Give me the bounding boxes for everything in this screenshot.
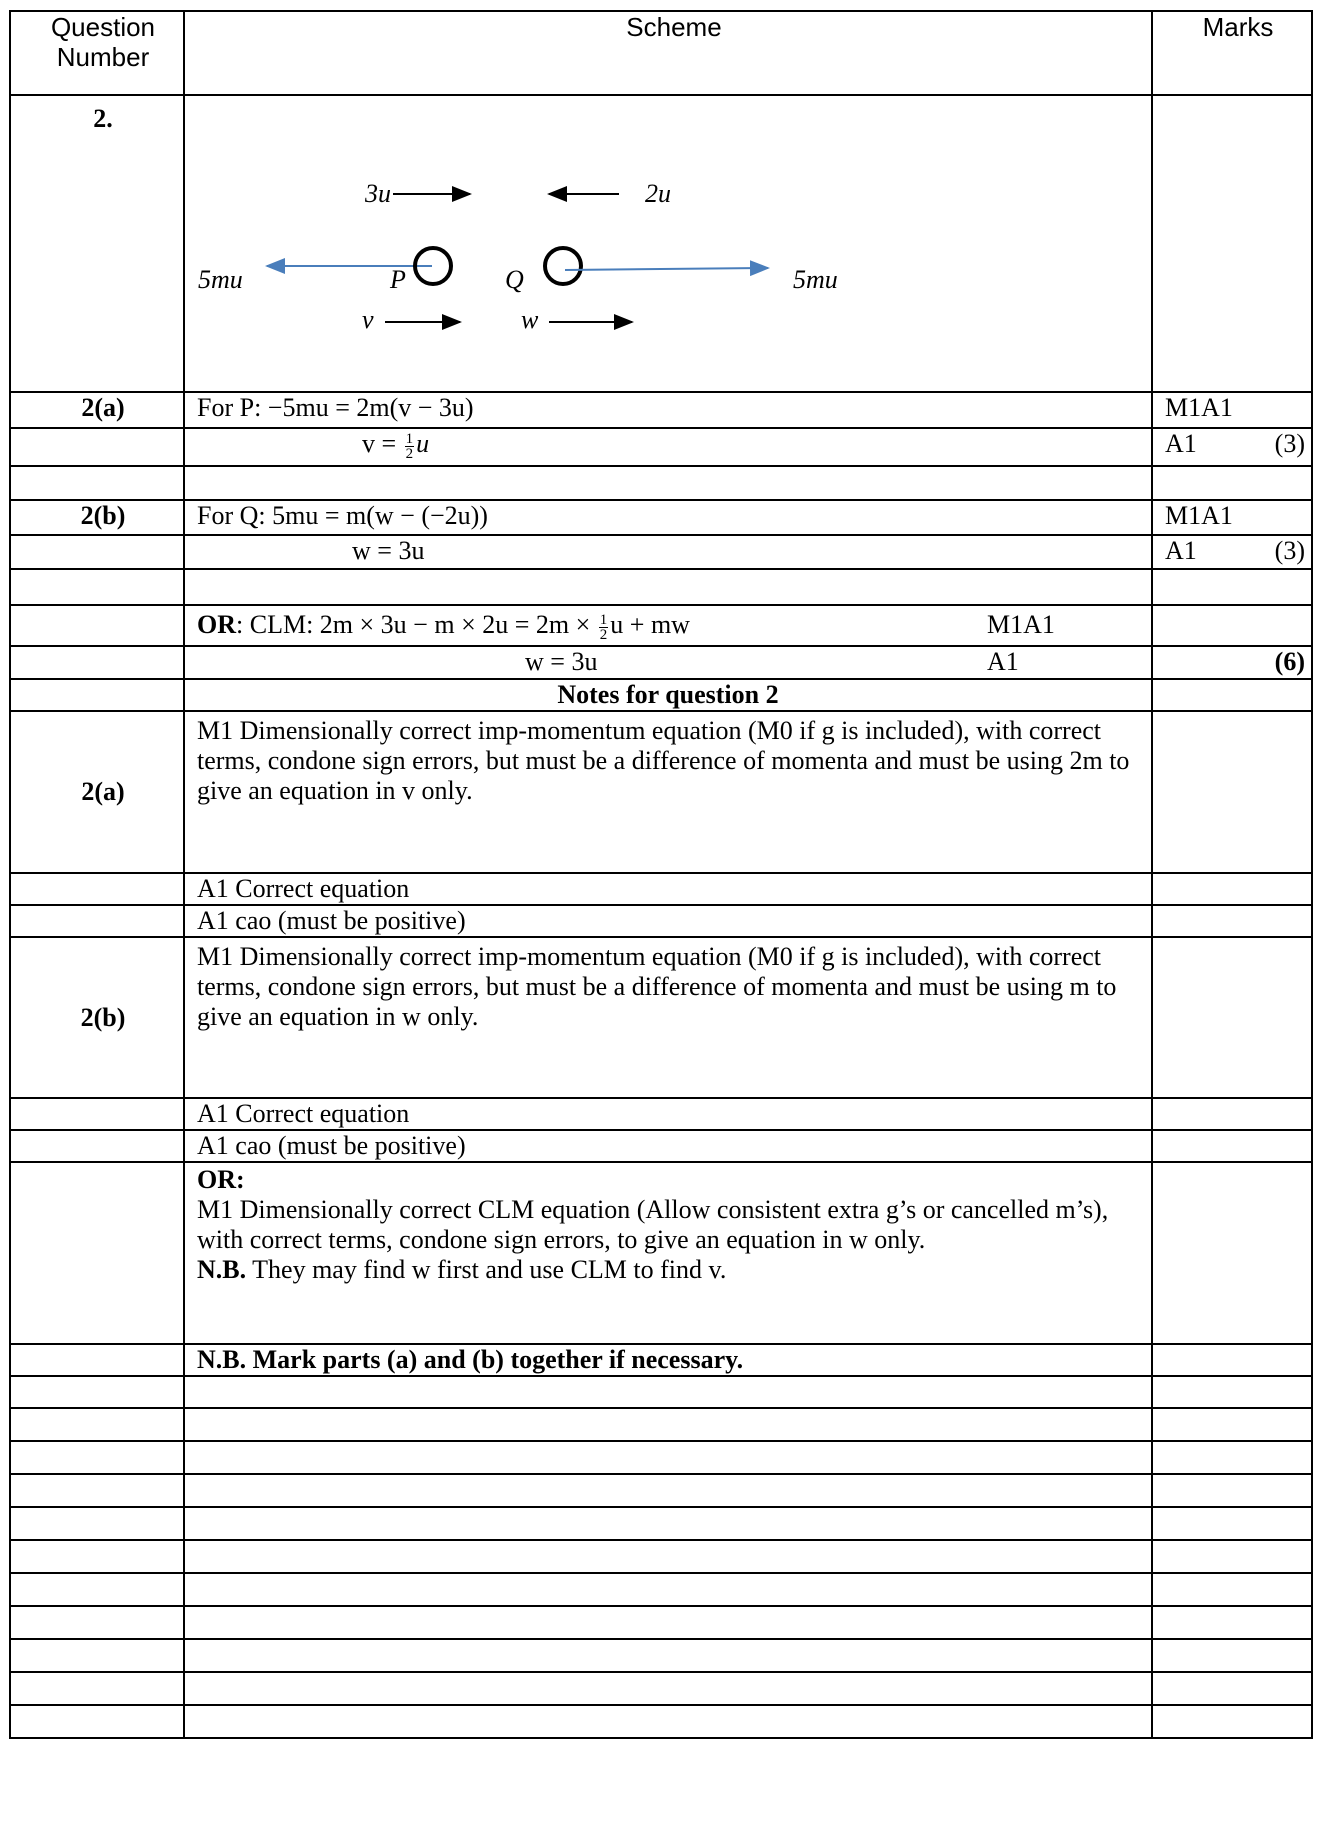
- empty-cell: [184, 466, 1152, 500]
- part-a-number: 2(a): [10, 392, 184, 428]
- notes-b-a1-row: [10, 1098, 1312, 1130]
- notes-part-b-number: 2(b): [10, 937, 184, 1098]
- or-row-1: [10, 605, 1312, 646]
- part-b-answer: [184, 535, 1152, 569]
- collision-diagram-svg: [185, 96, 1152, 392]
- notes-a-a1-2: A1 cao (must be positive): [184, 905, 1152, 937]
- part-a-row-2: [10, 428, 1312, 466]
- header-question-number: [10, 11, 184, 95]
- notes-b-a1-row-2: [10, 1130, 1312, 1162]
- empty-cell: [1152, 1408, 1312, 1441]
- empty-cell: [10, 535, 184, 569]
- blank-row: [10, 1408, 1312, 1441]
- notes-part-a-number: 2(a): [10, 711, 184, 873]
- empty-cell: [10, 1507, 184, 1540]
- empty-cell: [184, 1639, 1152, 1672]
- empty-cell: [1152, 905, 1312, 937]
- or-answer: [184, 646, 1152, 679]
- empty-cell: [10, 1705, 184, 1738]
- empty-cell: [1152, 1098, 1312, 1130]
- empty-cell: [10, 1606, 184, 1639]
- or-clm-text-tail: u + mw: [610, 610, 690, 639]
- blank-row: [10, 1474, 1312, 1507]
- empty-cell: [10, 1344, 184, 1376]
- empty-cell: [184, 569, 1152, 605]
- blank-row: [10, 1705, 1312, 1738]
- diagram-row: [10, 95, 1312, 392]
- empty-cell: [10, 905, 184, 937]
- question-number: 2.: [10, 95, 184, 392]
- empty-cell: [184, 1540, 1152, 1573]
- label-p: P: [390, 265, 406, 294]
- label-w: w: [521, 305, 539, 334]
- empty-cell: [1152, 711, 1312, 873]
- header-question-line1: Question: [50, 12, 156, 42]
- part-b-marks-2-row: [1165, 536, 1311, 566]
- fraction-num: 1: [599, 611, 608, 628]
- part-a-marks-1: M1A1: [1152, 392, 1312, 428]
- notes-b-a1-1: A1 Correct equation: [184, 1098, 1152, 1130]
- label-3u: 3u: [365, 179, 391, 208]
- question-total: (6): [1152, 646, 1312, 679]
- notes-title-row: [10, 679, 1312, 711]
- empty-cell: [10, 605, 184, 646]
- or-answer-line: [197, 647, 1151, 677]
- part-b-total: (3): [1274, 536, 1305, 565]
- mark-scheme-table: [9, 10, 1313, 1739]
- empty-cell: [1152, 937, 1312, 1098]
- part-a-answer-text: [197, 429, 429, 461]
- empty-cell: [1152, 466, 1312, 500]
- empty-cell: [1152, 873, 1312, 905]
- empty-cell: [10, 1441, 184, 1474]
- part-b-marks-2: [1152, 535, 1312, 569]
- or-clm-text: [197, 610, 987, 642]
- notes-a-a1-row: [10, 873, 1312, 905]
- empty-cell: [184, 1474, 1152, 1507]
- empty-cell: [10, 1098, 184, 1130]
- empty-cell: [10, 1130, 184, 1162]
- label-5mu-left: 5mu: [198, 265, 243, 294]
- part-b-row-1: [10, 500, 1312, 535]
- empty-cell: [1152, 1130, 1312, 1162]
- blank-row: [10, 1573, 1312, 1606]
- notes-title: Notes for question 2: [184, 679, 1152, 711]
- notes-nb1-label: N.B.: [197, 1255, 247, 1284]
- notes-b-a1-2: A1 cao (must be positive): [184, 1130, 1152, 1162]
- part-b-marks-1: M1A1: [1152, 500, 1312, 535]
- empty-cell: [184, 1408, 1152, 1441]
- part-b-row-2: [10, 535, 1312, 569]
- empty-cell: [1152, 1474, 1312, 1507]
- particle-q: [545, 248, 581, 284]
- fraction-half: $\frac{1}{2}$: [599, 611, 608, 643]
- or-clm-line: [197, 610, 1151, 642]
- empty-cell: [1152, 1376, 1312, 1408]
- part-a-row-1: [10, 392, 1312, 428]
- or-label: OR: [197, 610, 236, 639]
- label-v: v: [362, 305, 374, 334]
- empty-cell: [10, 466, 184, 500]
- empty-cell: [184, 1672, 1152, 1705]
- notes-or: [184, 1162, 1152, 1344]
- part-b-mark-a1: A1: [1165, 536, 1197, 565]
- empty-cell: [1152, 1573, 1312, 1606]
- blank-row: [10, 1639, 1312, 1672]
- empty-cell: [1152, 1540, 1312, 1573]
- fraction-half: $\frac{1}{2}$: [405, 430, 414, 462]
- empty-cell: [1152, 1507, 1312, 1540]
- notes-nb2: N.B. Mark parts (a) and (b) together if necessary.: [184, 1344, 1152, 1376]
- blank-row: [10, 1606, 1312, 1639]
- notes-or-row: [10, 1162, 1312, 1344]
- part-a-answer: [184, 428, 1152, 466]
- empty-cell: [10, 646, 184, 679]
- empty-cell: [10, 1162, 184, 1344]
- empty-cell: [10, 1408, 184, 1441]
- notes-a-a1-row-2: [10, 905, 1312, 937]
- empty-cell: [1152, 1705, 1312, 1738]
- part-a-marks-2: [1152, 428, 1312, 466]
- empty-cell: [1152, 569, 1312, 605]
- empty-cell: [184, 1507, 1152, 1540]
- blank-row: [10, 1441, 1312, 1474]
- header-row: [10, 11, 1312, 95]
- empty-cell: [10, 428, 184, 466]
- empty-cell: [184, 1606, 1152, 1639]
- marks-cell-diagram: [1152, 95, 1312, 392]
- fraction-num: 1: [405, 430, 414, 447]
- blank-row: [10, 1376, 1312, 1408]
- part-a-answer-rhs: u: [416, 429, 430, 458]
- header-marks: Marks: [1152, 11, 1312, 95]
- empty-cell: [10, 1639, 184, 1672]
- empty-cell: [1152, 1162, 1312, 1344]
- part-b-equation: For Q: 5mu = m(w − (−2u)): [184, 500, 1152, 535]
- blank-row: [10, 1540, 1312, 1573]
- notes-b-m1: M1 Dimensionally correct imp-momentum equation (M0 if g is included), with correct terms, condone sign errors, but must be a difference of momenta and must be using m to give an equation in w only.: [184, 937, 1152, 1098]
- impulse-arrow-q: [565, 268, 768, 270]
- empty-cell: [184, 1376, 1152, 1408]
- notes-nb1-text: They may find w first and use CLM to find v.: [246, 1255, 727, 1284]
- empty-cell: [1152, 1639, 1312, 1672]
- empty-cell: [184, 1441, 1152, 1474]
- collision-diagram: [184, 95, 1152, 392]
- empty-cell: [1152, 679, 1312, 711]
- label-5mu-right: 5mu: [793, 265, 838, 294]
- or-row-2: [10, 646, 1312, 679]
- notes-nb2-row: [10, 1344, 1312, 1376]
- empty-cell: [10, 679, 184, 711]
- part-a-total: (3): [1274, 429, 1305, 458]
- part-a-answer-lhs: v =: [362, 429, 397, 458]
- notes-or-m1: M1 Dimensionally correct CLM equation (Allow consistent extra g’s or cancelled m’s), with correct terms, condone sign errors, to give an equation in w only.: [197, 1195, 1109, 1254]
- or-mark-a1: A1: [987, 647, 1019, 676]
- empty-cell: [10, 569, 184, 605]
- notes-or-title: OR:: [197, 1165, 245, 1194]
- or-clm-equation: [184, 605, 1152, 646]
- empty-cell: [1152, 1606, 1312, 1639]
- notes-a-a1-1: A1 Correct equation: [184, 873, 1152, 905]
- part-b-answer-text: w = 3u: [352, 536, 425, 565]
- empty-cell: [10, 1540, 184, 1573]
- empty-cell: [1152, 1441, 1312, 1474]
- label-2u: 2u: [645, 179, 671, 208]
- empty-cell: [184, 1573, 1152, 1606]
- notes-a-m1: M1 Dimensionally correct imp-momentum equation (M0 if g is included), with correct terms, condone sign errors, but must be a difference of momenta and must be using 2m to give an equation in v only.: [184, 711, 1152, 873]
- header-scheme: Scheme: [184, 11, 1152, 95]
- notes-a-m1-row: [10, 711, 1312, 873]
- header-question-line2: Number: [56, 42, 150, 72]
- notes-b-m1-row: [10, 937, 1312, 1098]
- empty-cell: [1152, 1672, 1312, 1705]
- empty-cell: [10, 1573, 184, 1606]
- or-mark-m1a1: M1A1: [987, 610, 1055, 639]
- marks-cell-or-1: [1152, 605, 1312, 646]
- or-answer-text: w = 3u: [525, 647, 598, 676]
- part-b-number: 2(b): [10, 500, 184, 535]
- spacer-row: [10, 569, 1312, 605]
- part-a-marks-2-row: [1165, 429, 1311, 459]
- empty-cell: [184, 1705, 1152, 1738]
- notes-nb1: [197, 1255, 1151, 1285]
- label-q: Q: [505, 265, 524, 294]
- spacer-row: [10, 466, 1312, 500]
- blank-row: [10, 1507, 1312, 1540]
- empty-cell: [1152, 1344, 1312, 1376]
- part-a-mark-a1: A1: [1165, 429, 1197, 458]
- empty-cell: [10, 1672, 184, 1705]
- part-a-equation: For P: −5mu = 2m(v − 3u): [184, 392, 1152, 428]
- or-clm-text-main: : CLM: 2m × 3u − m × 2u = 2m ×: [236, 610, 591, 639]
- empty-cell: [10, 1474, 184, 1507]
- empty-cell: [10, 1376, 184, 1408]
- blank-row: [10, 1672, 1312, 1705]
- empty-cell: [10, 873, 184, 905]
